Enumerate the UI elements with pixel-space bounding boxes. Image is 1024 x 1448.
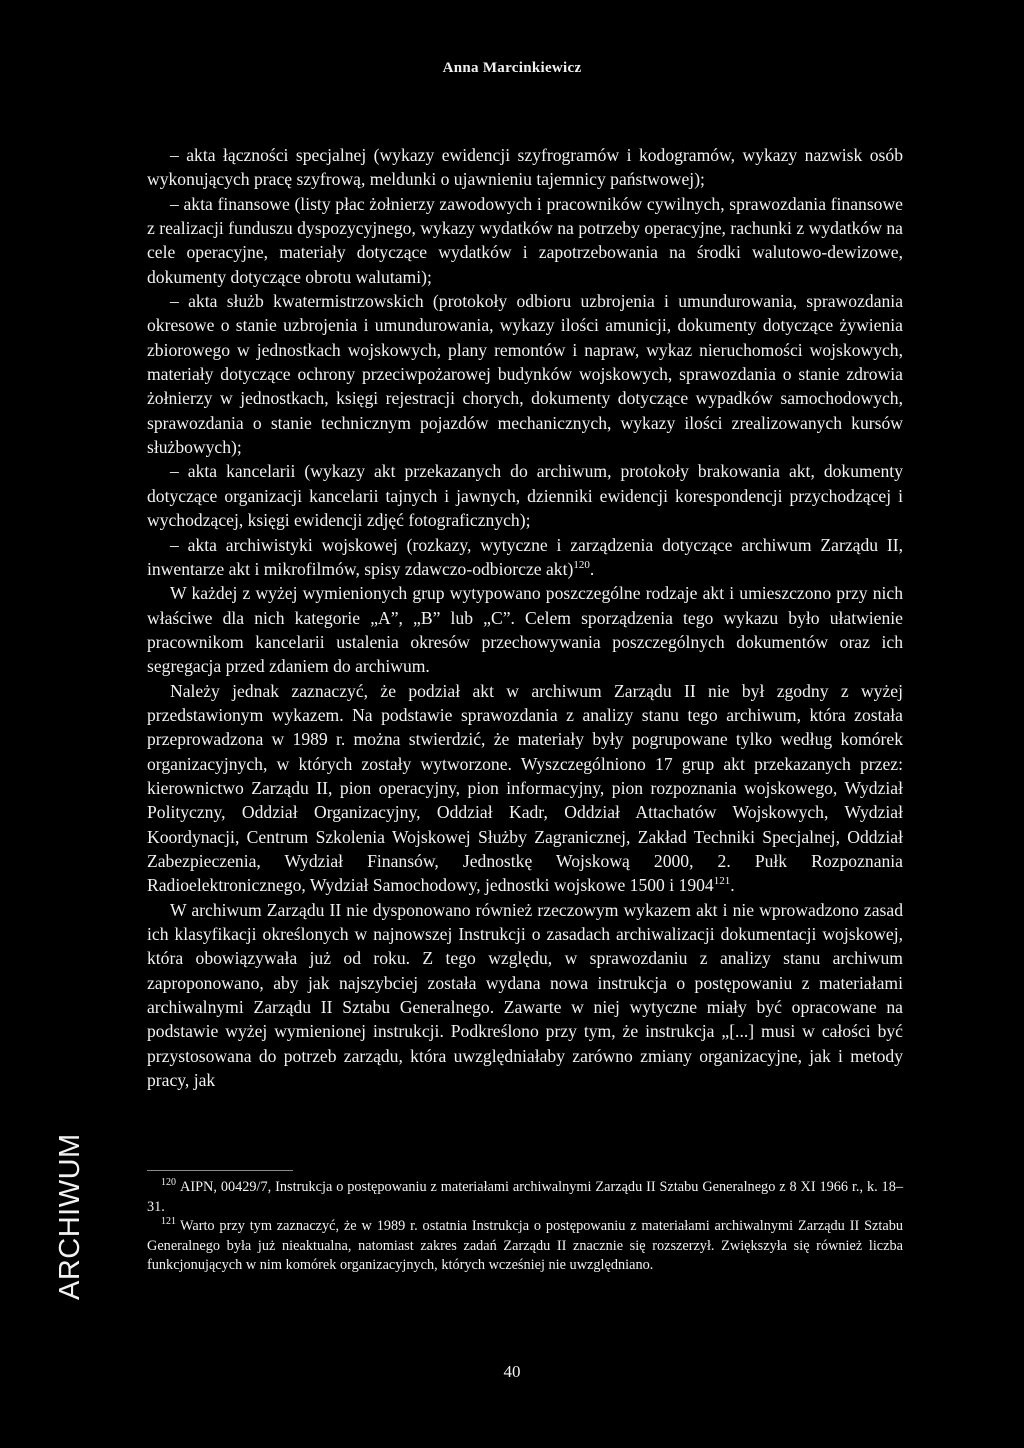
running-header-author: Anna Marcinkiewicz: [442, 60, 582, 76]
paragraph: W archiwum Zarządu II nie dysponowano również rzeczowym wykazem akt i nie wprowadzono zasad ich klasyfikacji określonych w najnowszej Instrukcji o zasadach archiwalizacji dokumentacji wojskowej, która obowiązywała już od roku. Z tego względu, w sprawozdaniu z analizy stanu archiwum zaproponowano, aby jak najszybciej została wydana nowa instrukcja o postępowaniu z materiałami archiwalnymi Zarządu II Sztabu Generalnego. Zawarte w niej wytyczne miały być opracowane na podstawie wyżej wymienionej instrukcji. Podkreślono przy tym, że instrukcja „[...] musi w całości być przystosowana do potrzeb zarządu, która uwzględniałaby zarówno zmiany organizacyjne, jak i metody pracy, jak: [147, 899, 903, 1091]
page-number: 40: [503, 1362, 521, 1381]
paragraph: – akta kancelarii (wykazy akt przekazanych do archiwum, protokoły brakowania akt, dokumenty dotyczące organizacji kancelarii tajnych i jawnych, dzienniki ewidencji korespondencji przychodzącej i wychodzącej, księgi ewidencji zdjęć fotograficznych);: [147, 461, 903, 531]
paragraph: – akta służb kwatermistrzowskich (protokoły odbioru uzbrojenia i umundurowania, sprawozdania okresowe o stanie uzbrojenia i umundurowania, wykazy ilości amunicji, dokumenty dotyczące żywienia zbiorowego w jednostkach wojskowych, plany remontów i napraw, wykaz nieruchomości wojskowych, materiały dotyczące ochrony przeciwpożarowej budynków wojskowych, sprawozdania o stanie zdrowia żołnierzy w jednostkach, księgi rejestracji chorych, dokumenty dotyczące wypadków samochodowych, sprawozdania o stanie technicznym pojazdów mechanicznych, wykazy ilości zrealizowanych kursów służbowych);: [147, 291, 903, 458]
footnote-divider: [147, 1170, 293, 1171]
footnote-121: $^{121}$ Warto przy tym zaznaczyć, że w 1989 r. ostatnia Instrukcja o postępowaniu z materiałami archiwalnymi Zarządu II Sztabu Generalnego była już nieaktualna, natomiast zakres zadań Zarządu II znacznie się rozszerzył. Zwiększyła się również liczba funkcjonujących w nim komórek organizacyjnych, których wcześniej nie uwzględniano.: [147, 1216, 903, 1273]
footnotes: [147, 1178, 903, 1276]
section-side-label: ARCHIWUM: [54, 1133, 86, 1300]
footnote-ref-121[interactable]: 121: [713, 875, 731, 888]
paragraph: Należy jednak zaznaczyć, że podział akt w archiwum Zarządu II nie był zgodny z wyżej przedstawionym wykazem. Na podstawie sprawozdania z analizy stanu tego archiwum, która została przeprowadzona w 1989 r. można stwierdzić, że materiały były pogrupowane tylko według komórek organizacyjnych, w których zostały wytworzone. Wyszczególniono 17 grup akt przekazanych przez: kierownictwo Zarządu II, pion operacyjny, pion informacyjny, pion rozpoznania wojskowego, Wydział Polityczny, Oddział Organizacyjny, Oddział Kadr, Oddział Attachatów Wojskowych, Wydział Koordynacji, Centrum Szkolenia Wojskowej Służby Zagranicznej, Zakład Techniki Specjalnej, Oddział Zabezpieczenia, Wydział Finansów, Jednostkę Wojskową 2000, 2. Pułk Rozpoznania Radioelektronicznego, Wydział Samochodowy, jednostki wojskowe 1500 i 1904$^{121}$.: [147, 680, 903, 896]
paragraph: W każdej z wyżej wymienionych grup wytypowano poszczególne rodzaje akt i umieszczono przy nich właściwe dla nich kategorie „A”, „B” lub „C”. Celem sporządzenia tego wykazu było ułatwienie pracownikom kancelarii ustalenia okresów przechowywania poszczególnych dokumentów oraz ich segregacja przed zdaniem do archiwum.: [147, 583, 903, 677]
paragraph: – akta finansowe (listy płac żołnierzy zawodowych i pracowników cywilnych, sprawozdania finansowe z realizacji funduszu dyspozycyjnego, wykazy wydatków na potrzeby operacyjne, rachunki z wydatków na cele operacyjne, materiały dotyczące wydatków i zapotrzebowania na środki walutowo-dewizowe, dokumenty dotyczące obrotu walutami);: [147, 193, 903, 287]
footnote-120: $^{120}$ AIPN, 00429/7, Instrukcja o postępowaniu z materiałami archiwalnymi Zarządu II Sztabu Generalnego z 8 XI 1966 r., k. 18–31.: [147, 1177, 903, 1215]
main-text: [147, 143, 903, 1092]
paragraph: – akta archiwistyki wojskowej (rozkazy, wytyczne i zarządzenia dotyczące archiwum Zarządu II, inwentarze akt i mikrofilmów, spisy zdawczo-odbiorcze akt)$^{120}$.: [147, 534, 903, 579]
paragraph: – akta łączności specjalnej (wykazy ewidencji szyfrogramów i kodogramów, wykazy nazwisk osób wykonujących pracę szyfrową, meldunki o ujawnieniu tajemnicy państwowej);: [147, 145, 903, 190]
footnote-ref-120[interactable]: 120: [573, 558, 590, 571]
